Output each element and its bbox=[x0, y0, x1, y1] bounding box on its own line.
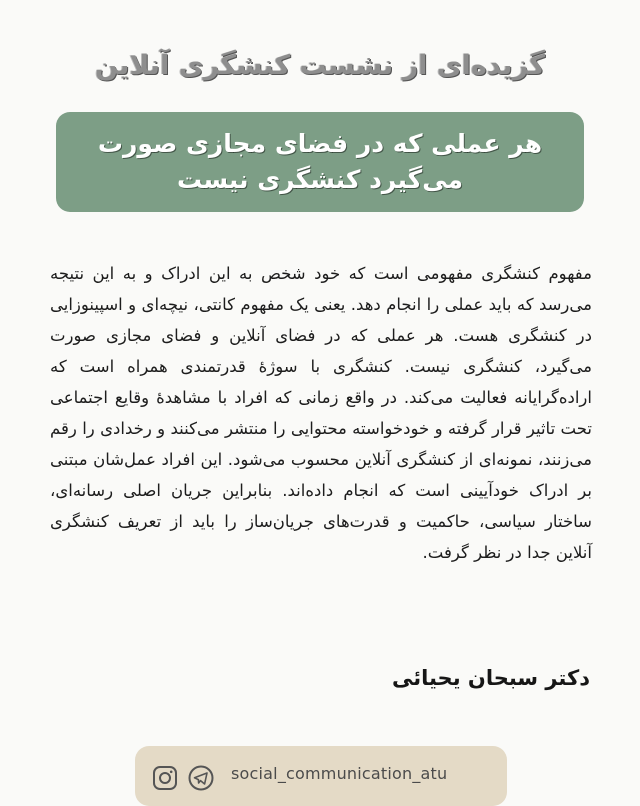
headline-line-2: می‌گیرد کنشگری نیست bbox=[177, 165, 463, 194]
telegram-icon[interactable] bbox=[187, 764, 215, 792]
body-paragraph: مفهوم کنشگری مفهومی است که خود شخص به این ادراک و به این نتیجه می‌رسد که باید عملی را انجام دهد. یعنی یک مفهوم کانتی، نیچه‌ای و اسپینوزایی در کنشگری هست. هر عملی که در فضای آنلاین و فضای مجازی صورت می‌گیرد، کنشگری نیست. کنشگری با سوژهٔ قدرتمندی همراه است که اراده‌گرایانه فعالیت می‌کند. در واقع زمانی که افراد با مشاهدهٔ وقایع اجتماعی تحت تاثیر قرار گرفته و خودخواسته محتوایی را منتشر می‌کنند و رخدادی را رقم می‌زنند، نمونه‌ای از کنشگری آنلاین محسوب می‌شود. این افراد عمل‌شان مبتنی بر ادراک خودآیینی است که انجام داده‌اند. بنابراین جریان اصلی رسانه‌ای، ساختار سیاسی، حاکمیت و قدرت‌های جریان‌ساز را باید از تعریف کنشگری آنلاین جدا در نظر گرفت. bbox=[50, 264, 592, 562]
headline-line-1: هر عملی که در فضای مجازی صورت bbox=[97, 129, 543, 158]
headline-banner bbox=[56, 112, 584, 212]
author-name: دکتر سبحان یحیائی bbox=[391, 666, 590, 690]
footer-bar bbox=[135, 746, 507, 806]
page-title: گزیده‌ای از نشست کنشگری آنلاین bbox=[94, 50, 545, 81]
instagram-icon[interactable] bbox=[151, 764, 179, 792]
social-handle[interactable]: social_communication_atu bbox=[231, 764, 448, 783]
